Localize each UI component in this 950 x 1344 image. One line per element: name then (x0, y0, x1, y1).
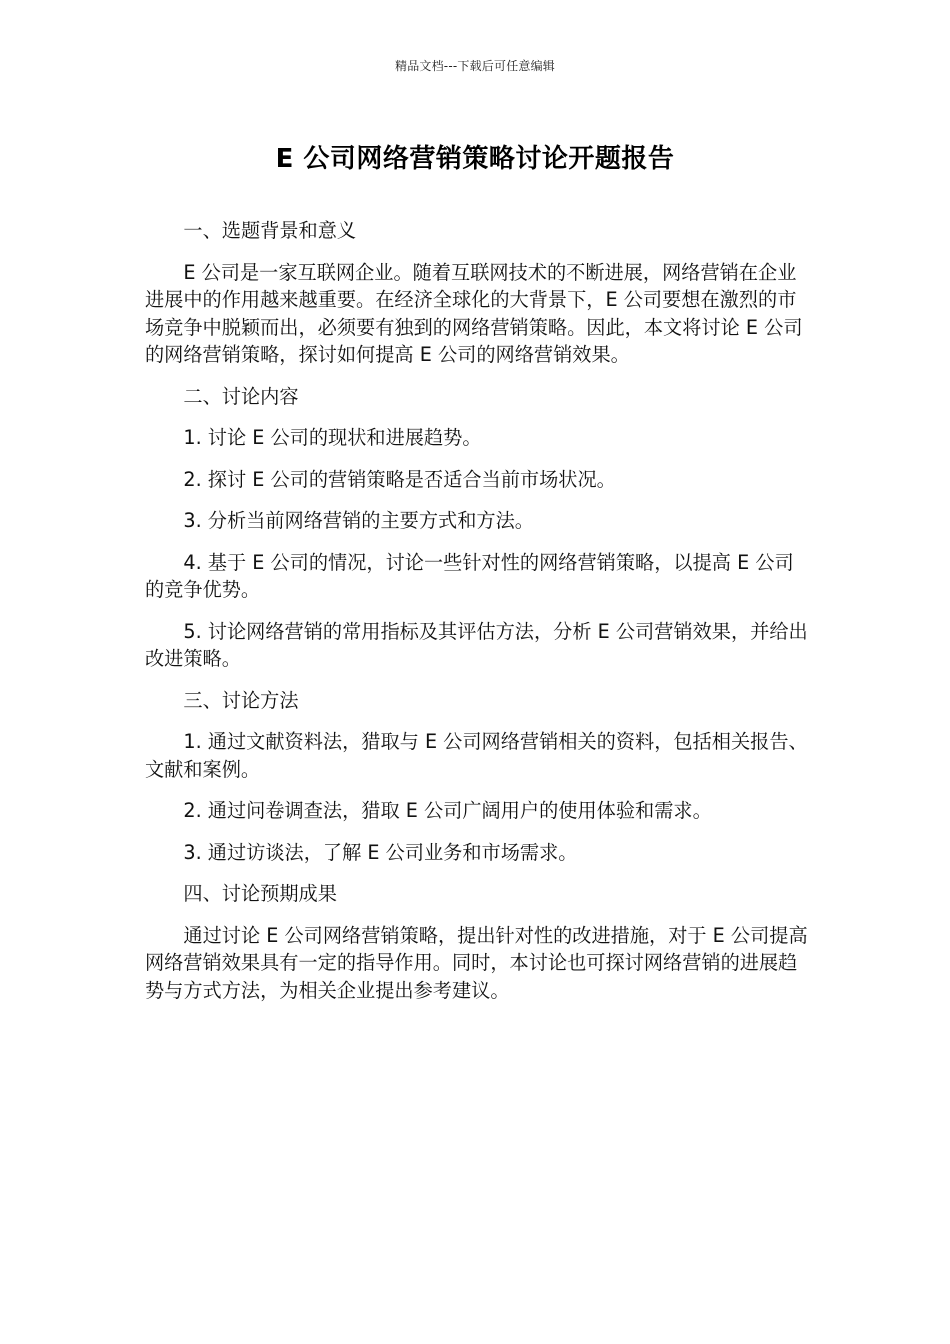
document-body (145, 217, 809, 1018)
list-item-content-2: 2. 探讨 E 公司的营销策略是否适合当前市场状况。 (183, 467, 616, 491)
section-heading-background: 一、选题背景和意义 (183, 219, 357, 242)
list-item-content-1: 1. 讨论 E 公司的现状和进展趋势。 (183, 426, 482, 449)
paragraph-background: E 公司是一家互联网企业。随着互联网技术的不断进展，网络营销在企业进展中的作用越来越重要。在经济全球化的大背景下，E 公司要想在激烈的市场竞争中脱颖而出，必须要有独到的网络营销策略。因此，本文将讨论 E 公司的网络营销策略，探讨如何提高 E 公司的网络营销效果。 (145, 260, 803, 366)
section-heading-outcomes: 四、讨论预期成果 (183, 882, 337, 905)
list-item-content-3: 3. 分析当前网络营销的主要方式和方法。 (183, 509, 534, 532)
document-title: E 公司网络营销策略讨论开题报告 (275, 144, 675, 174)
list-item-method-3: 3. 通过访谈法，了解 E 公司业务和市场需求。 (183, 840, 578, 864)
paragraph-outcomes: 通过讨论 E 公司网络营销策略，提出针对性的改进措施，对于 E 公司提高网络营销效果具有一定的指导作用。同时，本讨论也可探讨网络营销的进展趋势与方式方法，为相关企业提出参考建议。 (145, 923, 808, 1002)
section-heading-methods: 三、讨论方法 (183, 688, 299, 712)
list-item-content-5: 5. 讨论网络营销的常用指标及其评估方法，分析 E 公司营销效果，并给出改进策略。 (145, 619, 808, 670)
header-note: 精品文档---下载后可任意编辑 (395, 59, 555, 73)
list-item-method-2: 2. 通过问卷调查法，猎取 E 公司广阔用户的使用体验和需求。 (183, 799, 712, 822)
list-item-method-1: 1. 通过文献资料法，猎取与 E 公司网络营销相关的资料，包括相关报告、文献和案例。 (145, 730, 808, 781)
list-item-content-4: 4. 基于 E 公司的情况，讨论一些针对性的网络营销策略，以提高 E 公司的竞争优势。 (145, 550, 794, 601)
section-heading-content: 二、讨论内容 (183, 384, 299, 408)
